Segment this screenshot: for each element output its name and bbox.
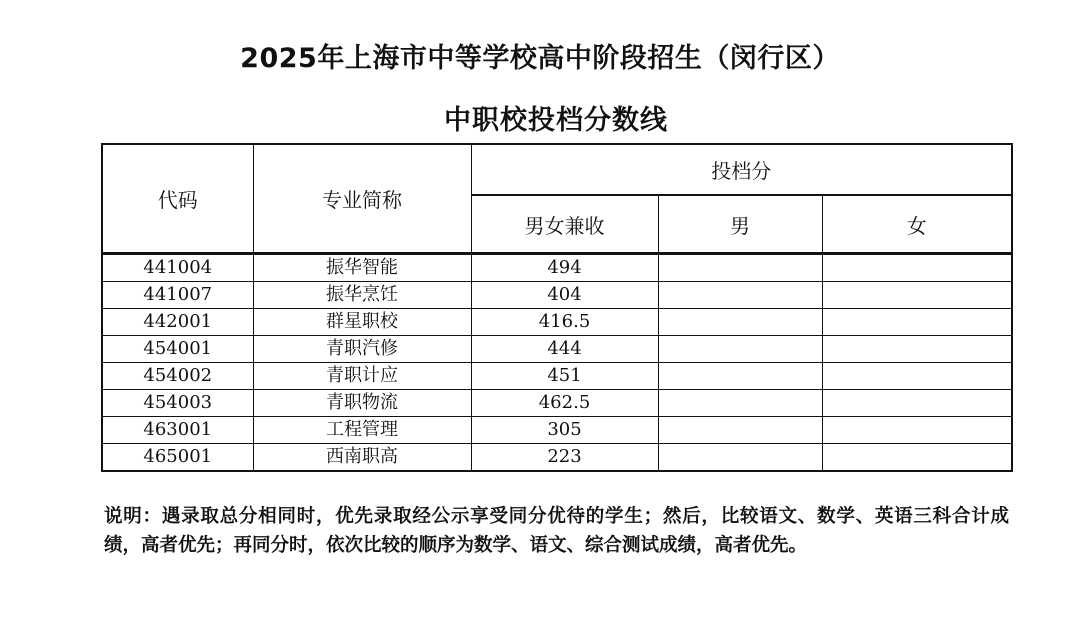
table-row [102,444,1012,472]
table-row [102,417,1012,444]
cell-female [822,282,1012,309]
cell-code: 441004 [102,254,253,282]
cell-mixed: 462.5 [471,390,658,417]
header-male: 男 [658,195,822,254]
cell-major: 工程管理 [253,417,471,444]
table-row [102,390,1012,417]
table-row [102,363,1012,390]
table-row [102,309,1012,336]
table-row [102,282,1012,309]
cell-male [658,390,822,417]
cell-mixed: 416.5 [471,309,658,336]
table-row [102,254,1012,282]
cell-major: 西南职高 [253,444,471,472]
cell-female [822,336,1012,363]
cell-mixed: 305 [471,417,658,444]
cell-major: 振华烹饪 [253,282,471,309]
cell-mixed: 444 [471,336,658,363]
header-score-group: 投档分 [471,144,1012,195]
cell-female [822,309,1012,336]
cell-code: 454003 [102,390,253,417]
cell-male [658,254,822,282]
cell-major: 群星职校 [253,309,471,336]
cell-female [822,390,1012,417]
cell-mixed: 451 [471,363,658,390]
table-row [102,336,1012,363]
cell-female [822,417,1012,444]
cell-code: 454002 [102,363,253,390]
cell-male [658,309,822,336]
score-table [101,143,1013,472]
document-title: 2025年上海市中等学校高中阶段招生（闵行区） [240,43,840,74]
cell-code: 442001 [102,309,253,336]
header-code: 代码 [102,144,253,254]
explanatory-note: 说明：遇录取总分相同时，优先录取经公示享受同分优待的学生；然后，比较语文、数学、英语三科合计成绩，高者优先；再同分时，依次比较的顺序为数学、语文、综合测试成绩，高者优先。 [104,506,1009,556]
cell-code: 463001 [102,417,253,444]
cell-major: 青职物流 [253,390,471,417]
cell-male [658,417,822,444]
cell-female [822,444,1012,472]
cell-male [658,363,822,390]
cell-major: 振华智能 [253,254,471,282]
cell-code: 465001 [102,444,253,472]
cell-male [658,444,822,472]
cell-major: 青职汽修 [253,336,471,363]
cell-code: 454001 [102,336,253,363]
cell-major: 青职计应 [253,363,471,390]
cell-male [658,282,822,309]
document-subtitle: 中职校投档分数线 [444,105,668,136]
cell-female [822,363,1012,390]
cell-code: 441007 [102,282,253,309]
cell-mixed: 494 [471,254,658,282]
header-mixed: 男女兼收 [471,195,658,254]
cell-female [822,254,1012,282]
cell-mixed: 404 [471,282,658,309]
header-female: 女 [822,195,1012,254]
header-major: 专业简称 [253,144,471,254]
cell-mixed: 223 [471,444,658,472]
cell-male [658,336,822,363]
